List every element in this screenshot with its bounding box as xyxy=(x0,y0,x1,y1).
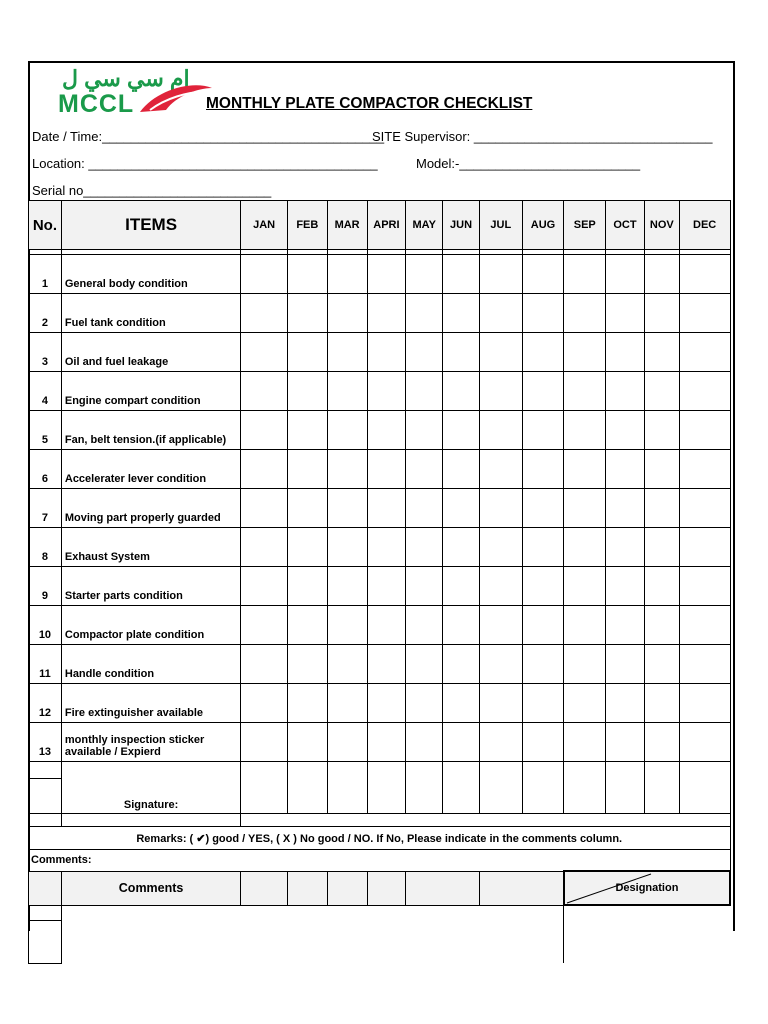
item-number: 4 xyxy=(29,372,62,411)
check-cell[interactable] xyxy=(522,567,564,606)
signature-no-cell xyxy=(29,779,62,814)
check-cell[interactable] xyxy=(606,528,645,567)
check-cell[interactable] xyxy=(479,489,522,528)
comments-row xyxy=(29,905,731,920)
check-cell[interactable] xyxy=(644,684,679,723)
check-cell[interactable] xyxy=(327,489,367,528)
designation-header xyxy=(564,871,730,905)
item-number: 5 xyxy=(29,411,62,450)
check-cell[interactable] xyxy=(606,723,645,762)
comments-header-cell xyxy=(327,871,367,905)
check-cell[interactable] xyxy=(241,411,288,450)
table-row xyxy=(29,255,731,294)
check-cell[interactable] xyxy=(241,333,288,372)
check-cell[interactable] xyxy=(564,372,606,411)
table-row xyxy=(29,645,731,684)
check-cell[interactable] xyxy=(241,294,288,333)
check-cell[interactable] xyxy=(406,528,443,567)
col-header-month: NOV xyxy=(644,201,679,250)
check-cell[interactable] xyxy=(644,723,679,762)
check-cell[interactable] xyxy=(287,255,327,294)
item-number: 11 xyxy=(29,645,62,684)
check-cell[interactable] xyxy=(443,723,480,762)
check-cell[interactable] xyxy=(479,567,522,606)
col-header-month: JUN xyxy=(443,201,480,250)
check-cell[interactable] xyxy=(443,528,480,567)
company-logo xyxy=(54,68,194,116)
comments-entry[interactable] xyxy=(61,905,564,963)
signature-sub-row xyxy=(29,814,731,827)
logo-text: MCCL xyxy=(58,90,135,118)
check-cell[interactable] xyxy=(367,333,406,372)
designation-entry[interactable] xyxy=(564,905,730,963)
check-cell[interactable] xyxy=(564,333,606,372)
col-header-month: JAN xyxy=(241,201,288,250)
check-cell[interactable] xyxy=(241,567,288,606)
check-cell[interactable] xyxy=(443,567,480,606)
check-cell[interactable] xyxy=(606,450,645,489)
item-label: General body condition xyxy=(61,255,240,294)
check-cell[interactable] xyxy=(241,489,288,528)
check-cell[interactable] xyxy=(443,489,480,528)
check-cell[interactable] xyxy=(367,528,406,567)
item-label: Starter parts condition xyxy=(61,567,240,606)
check-cell[interactable] xyxy=(644,333,679,372)
comments-header: Comments xyxy=(61,871,240,905)
check-cell[interactable] xyxy=(287,489,327,528)
item-label: Moving part properly guarded xyxy=(61,489,240,528)
check-cell[interactable] xyxy=(241,723,288,762)
check-cell[interactable] xyxy=(564,411,606,450)
check-cell[interactable] xyxy=(606,294,645,333)
signature-cell[interactable] xyxy=(287,762,327,814)
col-header-month: JUL xyxy=(479,201,522,250)
check-cell[interactable] xyxy=(443,255,480,294)
signature-cell[interactable] xyxy=(443,762,480,814)
item-number: 10 xyxy=(29,606,62,645)
check-cell[interactable] xyxy=(406,606,443,645)
item-label: Exhaust System xyxy=(61,528,240,567)
col-header-month: SEP xyxy=(564,201,606,250)
check-cell[interactable] xyxy=(644,567,679,606)
check-cell[interactable] xyxy=(327,411,367,450)
check-cell[interactable] xyxy=(479,294,522,333)
check-cell[interactable] xyxy=(679,372,730,411)
item-label: Fire extinguisher available xyxy=(61,684,240,723)
signature-row xyxy=(29,762,731,779)
check-cell[interactable] xyxy=(564,645,606,684)
model-field[interactable]: Model:-_________________________ xyxy=(416,156,641,171)
signature-label: Signature: xyxy=(61,762,240,814)
check-cell[interactable] xyxy=(479,450,522,489)
item-label: monthly inspection sticker available / Expierd xyxy=(61,723,240,762)
signature-cell[interactable] xyxy=(479,762,522,814)
check-cell[interactable] xyxy=(522,528,564,567)
check-cell[interactable] xyxy=(522,606,564,645)
check-cell[interactable] xyxy=(327,684,367,723)
check-cell[interactable] xyxy=(327,255,367,294)
check-cell[interactable] xyxy=(443,450,480,489)
check-cell[interactable] xyxy=(479,528,522,567)
signature-cell[interactable] xyxy=(644,762,679,814)
check-cell[interactable] xyxy=(564,684,606,723)
check-cell[interactable] xyxy=(679,489,730,528)
check-cell[interactable] xyxy=(479,645,522,684)
designation-diagonal-line xyxy=(565,872,731,904)
signature-cell[interactable] xyxy=(679,762,730,814)
col-header-month: APRI xyxy=(367,201,406,250)
check-cell[interactable] xyxy=(606,645,645,684)
check-cell[interactable] xyxy=(564,489,606,528)
signature-cell[interactable] xyxy=(564,762,606,814)
check-cell[interactable] xyxy=(241,606,288,645)
check-cell[interactable] xyxy=(564,567,606,606)
check-cell[interactable] xyxy=(287,372,327,411)
check-cell[interactable] xyxy=(327,723,367,762)
col-header-month: DEC xyxy=(679,201,730,250)
check-cell[interactable] xyxy=(522,333,564,372)
check-cell[interactable] xyxy=(522,723,564,762)
item-number: 3 xyxy=(29,333,62,372)
check-cell[interactable] xyxy=(644,411,679,450)
check-cell[interactable] xyxy=(367,645,406,684)
signature-sub-cell xyxy=(241,814,730,827)
col-header-month: MAR xyxy=(327,201,367,250)
comments-label-row xyxy=(29,850,731,872)
check-cell[interactable] xyxy=(327,528,367,567)
check-cell[interactable] xyxy=(479,684,522,723)
check-cell[interactable] xyxy=(679,723,730,762)
check-cell[interactable] xyxy=(606,411,645,450)
check-cell[interactable] xyxy=(564,606,606,645)
table-row xyxy=(29,333,731,372)
check-cell[interactable] xyxy=(606,255,645,294)
logo-swoosh-icon xyxy=(136,80,214,116)
check-cell[interactable] xyxy=(241,528,288,567)
signature-cell[interactable] xyxy=(367,762,406,814)
col-header-month: OCT xyxy=(606,201,645,250)
table-header-row xyxy=(29,201,731,250)
check-cell[interactable] xyxy=(522,255,564,294)
comments-header-cell xyxy=(367,871,406,905)
check-cell[interactable] xyxy=(679,684,730,723)
check-cell[interactable] xyxy=(479,333,522,372)
signature-cell[interactable] xyxy=(327,762,367,814)
item-number: 6 xyxy=(29,450,62,489)
check-cell[interactable] xyxy=(406,372,443,411)
check-cell[interactable] xyxy=(406,411,443,450)
check-cell[interactable] xyxy=(479,255,522,294)
check-cell[interactable] xyxy=(287,567,327,606)
check-cell[interactable] xyxy=(287,723,327,762)
check-cell[interactable] xyxy=(564,450,606,489)
comments-label: Comments: xyxy=(29,850,731,872)
item-number: 8 xyxy=(29,528,62,567)
check-cell[interactable] xyxy=(644,489,679,528)
check-cell[interactable] xyxy=(241,645,288,684)
signature-cell[interactable] xyxy=(606,762,645,814)
item-number: 13 xyxy=(29,723,62,762)
check-cell[interactable] xyxy=(443,411,480,450)
table-row xyxy=(29,450,731,489)
check-cell[interactable] xyxy=(522,489,564,528)
check-cell[interactable] xyxy=(443,645,480,684)
page-title: MONTHLY PLATE COMPACTOR CHECKLIST xyxy=(206,95,533,112)
item-number: 7 xyxy=(29,489,62,528)
check-cell[interactable] xyxy=(479,411,522,450)
check-cell[interactable] xyxy=(522,411,564,450)
table-row xyxy=(29,411,731,450)
check-cell[interactable] xyxy=(406,450,443,489)
check-cell[interactable] xyxy=(287,606,327,645)
check-cell[interactable] xyxy=(287,645,327,684)
remarks-text: Remarks: ( ✔) good / YES, ( X ) No good / NO. If No, Please indicate in the comments column. xyxy=(29,827,731,850)
check-cell[interactable] xyxy=(606,567,645,606)
check-cell[interactable] xyxy=(287,528,327,567)
table-row xyxy=(29,606,731,645)
check-cell[interactable] xyxy=(479,723,522,762)
table-row xyxy=(29,294,731,333)
serial-no-field[interactable]: Serial no__________________________ xyxy=(32,183,272,198)
check-cell[interactable] xyxy=(679,645,730,684)
check-cell[interactable] xyxy=(606,684,645,723)
table-row xyxy=(29,528,731,567)
location-field[interactable]: Location: ________________________________________ xyxy=(32,156,378,171)
table-row xyxy=(29,372,731,411)
comments-header-cell xyxy=(29,871,62,905)
check-cell[interactable] xyxy=(606,372,645,411)
table-row xyxy=(29,489,731,528)
check-cell[interactable] xyxy=(406,333,443,372)
signature-cell[interactable] xyxy=(522,762,564,814)
check-cell[interactable] xyxy=(327,567,367,606)
table-row xyxy=(29,567,731,606)
signature-cell[interactable] xyxy=(406,762,443,814)
check-cell[interactable] xyxy=(522,450,564,489)
check-cell[interactable] xyxy=(644,255,679,294)
check-cell[interactable] xyxy=(327,606,367,645)
check-cell[interactable] xyxy=(287,411,327,450)
col-header-month: FEB xyxy=(287,201,327,250)
check-cell[interactable] xyxy=(327,645,367,684)
check-cell[interactable] xyxy=(367,723,406,762)
check-cell[interactable] xyxy=(406,489,443,528)
check-cell[interactable] xyxy=(327,294,367,333)
check-cell[interactable] xyxy=(287,684,327,723)
item-label: Fuel tank condition xyxy=(61,294,240,333)
check-cell[interactable] xyxy=(367,567,406,606)
col-header-no: No. xyxy=(29,201,62,250)
check-cell[interactable] xyxy=(367,255,406,294)
check-cell[interactable] xyxy=(443,294,480,333)
check-cell[interactable] xyxy=(367,684,406,723)
check-cell[interactable] xyxy=(564,255,606,294)
check-cell[interactable] xyxy=(522,645,564,684)
check-cell[interactable] xyxy=(644,528,679,567)
col-header-month: AUG xyxy=(522,201,564,250)
remarks-row xyxy=(29,827,731,850)
check-cell[interactable] xyxy=(522,684,564,723)
signature-sub-cell xyxy=(29,814,62,827)
signature-cell[interactable] xyxy=(241,762,288,814)
check-cell[interactable] xyxy=(287,294,327,333)
check-cell[interactable] xyxy=(564,294,606,333)
comments-header-cell xyxy=(287,871,327,905)
signature-sub-cell xyxy=(61,814,240,827)
item-number: 9 xyxy=(29,567,62,606)
date-time-field[interactable]: Date / Time:_______________________________________ xyxy=(32,129,385,144)
check-cell[interactable] xyxy=(443,372,480,411)
item-number: 1 xyxy=(29,255,62,294)
check-cell[interactable] xyxy=(327,372,367,411)
check-cell[interactable] xyxy=(287,450,327,489)
check-cell[interactable] xyxy=(679,411,730,450)
check-cell[interactable] xyxy=(644,645,679,684)
item-label: Compactor plate condition xyxy=(61,606,240,645)
check-cell[interactable] xyxy=(679,255,730,294)
check-cell[interactable] xyxy=(406,255,443,294)
item-number: 12 xyxy=(29,684,62,723)
check-cell[interactable] xyxy=(327,333,367,372)
check-cell[interactable] xyxy=(287,333,327,372)
check-cell[interactable] xyxy=(443,606,480,645)
table-row xyxy=(29,723,731,762)
check-cell[interactable] xyxy=(679,528,730,567)
check-cell[interactable] xyxy=(522,372,564,411)
check-cell[interactable] xyxy=(367,489,406,528)
check-cell[interactable] xyxy=(644,294,679,333)
comments-no-cell xyxy=(29,905,62,920)
col-header-items: ITEMS xyxy=(61,201,240,250)
check-cell[interactable] xyxy=(406,294,443,333)
item-label: Oil and fuel leakage xyxy=(61,333,240,372)
check-cell[interactable] xyxy=(564,723,606,762)
designation-label: Designation xyxy=(615,882,679,894)
check-cell[interactable] xyxy=(241,372,288,411)
check-cell[interactable] xyxy=(644,450,679,489)
site-supervisor-field[interactable]: SITE Supervisor: _________________________________ xyxy=(372,129,713,144)
check-cell[interactable] xyxy=(406,723,443,762)
check-cell[interactable] xyxy=(679,567,730,606)
check-cell[interactable] xyxy=(679,450,730,489)
check-cell[interactable] xyxy=(606,489,645,528)
col-header-month: MAY xyxy=(406,201,443,250)
check-cell[interactable] xyxy=(644,606,679,645)
table-row xyxy=(29,684,731,723)
check-cell[interactable] xyxy=(241,450,288,489)
check-cell[interactable] xyxy=(367,606,406,645)
check-cell[interactable] xyxy=(644,372,679,411)
checklist-table xyxy=(28,200,731,964)
check-cell[interactable] xyxy=(443,684,480,723)
checklist-sheet xyxy=(28,61,735,931)
item-label: Engine compart condition xyxy=(61,372,240,411)
comments-header-cell xyxy=(406,871,480,905)
check-cell[interactable] xyxy=(406,567,443,606)
check-cell[interactable] xyxy=(406,645,443,684)
check-cell[interactable] xyxy=(679,294,730,333)
logo-arabic-text: ام سي سي ل xyxy=(62,66,190,91)
check-cell[interactable] xyxy=(406,684,443,723)
check-cell[interactable] xyxy=(241,255,288,294)
comments-no-cell xyxy=(29,920,62,963)
signature-no-cell xyxy=(29,762,62,779)
check-cell[interactable] xyxy=(443,333,480,372)
check-cell[interactable] xyxy=(327,450,367,489)
check-cell[interactable] xyxy=(606,606,645,645)
check-cell[interactable] xyxy=(367,450,406,489)
comments-header-cell xyxy=(241,871,288,905)
check-cell[interactable] xyxy=(479,372,522,411)
check-cell[interactable] xyxy=(367,372,406,411)
comments-header-cell xyxy=(479,871,563,905)
check-cell[interactable] xyxy=(479,606,522,645)
check-cell[interactable] xyxy=(367,411,406,450)
item-number: 2 xyxy=(29,294,62,333)
check-cell[interactable] xyxy=(679,606,730,645)
check-cell[interactable] xyxy=(564,528,606,567)
item-label: Accelerater lever condition xyxy=(61,450,240,489)
item-label: Handle condition xyxy=(61,645,240,684)
check-cell[interactable] xyxy=(522,294,564,333)
item-label: Fan, belt tension.(if applicable) xyxy=(61,411,240,450)
check-cell[interactable] xyxy=(367,294,406,333)
check-cell[interactable] xyxy=(679,333,730,372)
comments-header-row xyxy=(29,871,731,905)
check-cell[interactable] xyxy=(606,333,645,372)
check-cell[interactable] xyxy=(241,684,288,723)
